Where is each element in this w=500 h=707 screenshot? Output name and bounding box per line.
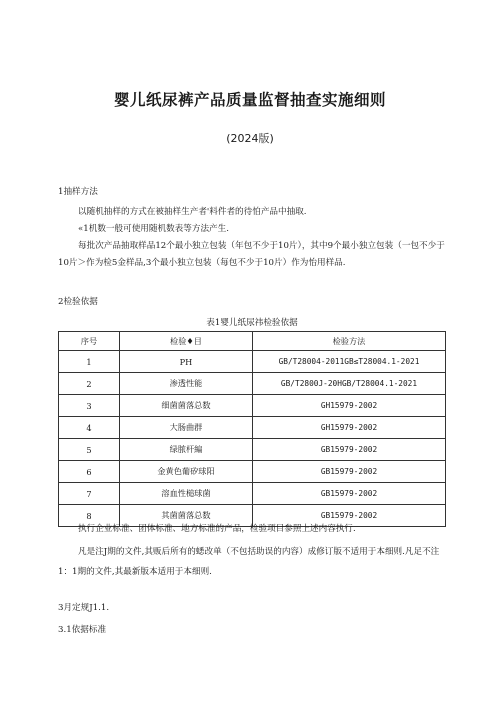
column-header-item: 检验♦目 xyxy=(120,332,253,351)
document-edition: (2024版) xyxy=(226,132,274,145)
section-2-note-2-line-1: 凡是注J期的文件,其贩后所有的蟋改单（不包括助误的内容）成修订版不适用于本细则.凡足不注 xyxy=(78,547,440,557)
row-number: 8 xyxy=(59,505,120,527)
row-number: 7 xyxy=(59,483,120,505)
column-header-number: 序号 xyxy=(59,332,120,351)
row-method: GB15979-2002 xyxy=(253,461,446,483)
table-row xyxy=(59,395,446,417)
row-item: 金黄色葡矽球阳 xyxy=(120,461,253,483)
row-item: 溶血性槌球菌 xyxy=(120,483,253,505)
row-method: GB15979-2002 xyxy=(253,505,446,527)
row-method: GB/T28004-2011GB≤T28004.1-2021 xyxy=(253,351,446,373)
row-item: 渗透性能 xyxy=(120,373,253,395)
row-item: 大肠曲群 xyxy=(120,417,253,439)
document-title: 婴儿纸尿裤产品质量监督抽查实施细则 xyxy=(113,91,386,109)
row-method: GH15979-2002 xyxy=(253,395,446,417)
row-number: 3 xyxy=(59,395,120,417)
row-number: 2 xyxy=(59,373,120,395)
section-2-note-1: 执行企业标准、团体标准、地方标准的产品，检验项目参照上述内容执行. xyxy=(78,524,356,534)
section-1-heading: 1抽样方法 xyxy=(58,187,98,197)
table-header-row xyxy=(59,332,446,351)
row-method: GB15979-2002 xyxy=(253,439,446,461)
table-row xyxy=(59,417,446,439)
section-2-note-2-line-2: 1：1期的文件,其最新版本适用于本细则. xyxy=(58,567,212,577)
section-1-paragraph-3-line-2: 10片＞作为检5金样品,3个最小独立包装（每包不少于10片）作为怡用样品. xyxy=(58,258,346,268)
column-header-method: 检验方法 xyxy=(253,332,446,351)
section-3-1-heading: 3.1依据标准 xyxy=(58,625,107,635)
section-3-heading: 3月定规J1.1. xyxy=(58,603,110,613)
section-1-paragraph-2: «1机数一般可使用随机数表等方法产生. xyxy=(78,224,229,234)
row-number: 1 xyxy=(59,351,120,373)
table-row xyxy=(59,373,446,395)
row-method: GB/T2800J-20HGB/T28004.1-2021 xyxy=(253,373,446,395)
table-row xyxy=(59,483,446,505)
inspection-basis-table xyxy=(58,331,446,527)
row-item: PH xyxy=(120,351,253,373)
row-number: 4 xyxy=(59,417,120,439)
row-item: 绿脓杆編 xyxy=(120,439,253,461)
section-1-paragraph-1: 以随机抽样的方式在被抽样生产者'料件者的待怕产品中抽取. xyxy=(78,207,307,217)
table-caption: 表1婴儿纸尿祎检验依据 xyxy=(206,318,298,328)
row-item: 细菌菌落总数 xyxy=(120,395,253,417)
section-2-heading: 2检验依据 xyxy=(58,297,98,307)
row-method: GH15979-2002 xyxy=(253,417,446,439)
row-item: 其菌菌落总数 xyxy=(120,505,253,527)
table-row xyxy=(59,461,446,483)
row-number: 5 xyxy=(59,439,120,461)
row-number: 6 xyxy=(59,461,120,483)
row-method: GB15979-2002 xyxy=(253,483,446,505)
table-row xyxy=(59,439,446,461)
table-row xyxy=(59,351,446,373)
section-1-paragraph-3-line-1: 每批次产品抽取样品12个最小独立包装（年包不少于10片），其中9个最小独立包装（一包不少于 xyxy=(78,241,445,251)
